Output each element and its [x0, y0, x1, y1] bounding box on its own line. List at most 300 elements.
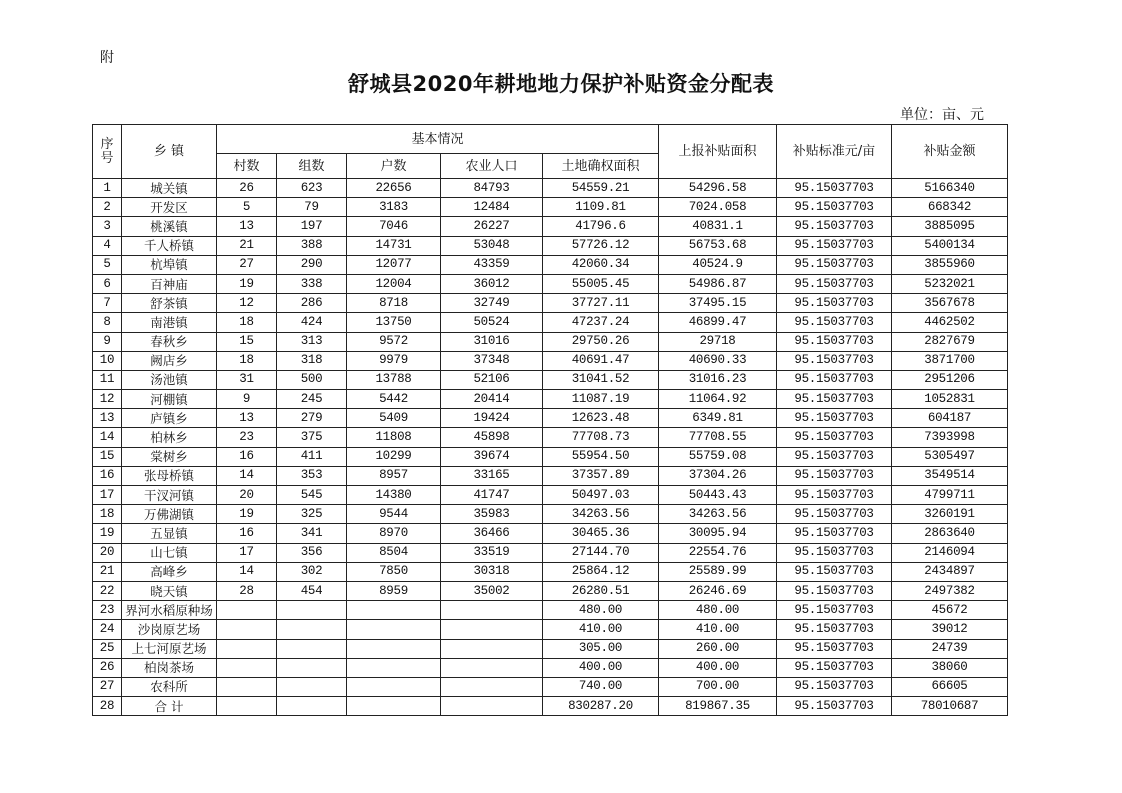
cell-households: 9572	[347, 332, 441, 351]
cell-land-area: 25864.12	[543, 562, 659, 581]
cell-agri-pop: 45898	[441, 428, 543, 447]
attachment-label: 附	[100, 50, 114, 66]
cell-agri-pop: 43359	[441, 255, 543, 274]
cell-reported-area: 34263.56	[659, 505, 777, 524]
cell-villages: 27	[217, 255, 277, 274]
page-title: 舒城县2020年耕地地力保护补贴资金分配表	[348, 72, 774, 96]
cell-amount: 668342	[892, 198, 1008, 217]
cell-town: 阙店乡	[122, 351, 217, 370]
table-row	[93, 236, 1008, 255]
cell-land-area: 740.00	[543, 677, 659, 696]
cell-seq: 21	[93, 562, 122, 581]
table-row	[93, 466, 1008, 485]
cell-town: 舒茶镇	[122, 294, 217, 313]
cell-villages	[217, 677, 277, 696]
cell-land-area: 37357.89	[543, 466, 659, 485]
cell-standard: 95.15037703	[777, 543, 892, 562]
cell-groups	[277, 697, 347, 716]
cell-reported-area: 54296.58	[659, 179, 777, 198]
cell-agri-pop	[441, 658, 543, 677]
cell-groups: 341	[277, 524, 347, 543]
cell-villages: 20	[217, 486, 277, 505]
cell-amount: 604187	[892, 409, 1008, 428]
cell-villages: 5	[217, 198, 277, 217]
table-row	[93, 639, 1008, 658]
cell-town: 桃溪镇	[122, 217, 217, 236]
cell-standard: 95.15037703	[777, 236, 892, 255]
cell-town: 干汊河镇	[122, 486, 217, 505]
cell-standard: 95.15037703	[777, 601, 892, 620]
cell-town: 开发区	[122, 198, 217, 217]
cell-agri-pop: 50524	[441, 313, 543, 332]
cell-agri-pop: 36466	[441, 524, 543, 543]
cell-land-area: 27144.70	[543, 543, 659, 562]
header-seq: 序号	[93, 125, 122, 179]
cell-households: 13788	[347, 370, 441, 389]
header-standard: 补贴标准元/亩	[777, 125, 892, 179]
cell-reported-area: 700.00	[659, 677, 777, 696]
cell-villages: 13	[217, 217, 277, 236]
table-row	[93, 428, 1008, 447]
cell-groups: 424	[277, 313, 347, 332]
cell-standard: 95.15037703	[777, 581, 892, 600]
cell-standard: 95.15037703	[777, 313, 892, 332]
cell-households: 8959	[347, 581, 441, 600]
cell-land-area: 50497.03	[543, 486, 659, 505]
cell-villages: 28	[217, 581, 277, 600]
cell-seq: 27	[93, 677, 122, 696]
cell-agri-pop	[441, 697, 543, 716]
table-row	[93, 562, 1008, 581]
cell-groups: 338	[277, 274, 347, 293]
cell-households: 14380	[347, 486, 441, 505]
cell-land-area: 54559.21	[543, 179, 659, 198]
cell-standard: 95.15037703	[777, 447, 892, 466]
cell-standard: 95.15037703	[777, 486, 892, 505]
cell-land-area: 55954.50	[543, 447, 659, 466]
cell-groups: 245	[277, 390, 347, 409]
cell-agri-pop: 84793	[441, 179, 543, 198]
cell-reported-area: 37495.15	[659, 294, 777, 313]
cell-town: 上七河原艺场	[122, 639, 217, 658]
cell-agri-pop: 19424	[441, 409, 543, 428]
cell-standard: 95.15037703	[777, 466, 892, 485]
cell-seq: 24	[93, 620, 122, 639]
cell-households: 12077	[347, 255, 441, 274]
cell-households: 8504	[347, 543, 441, 562]
cell-villages: 23	[217, 428, 277, 447]
cell-agri-pop	[441, 601, 543, 620]
cell-households	[347, 697, 441, 716]
cell-amount: 5166340	[892, 179, 1008, 198]
cell-villages: 14	[217, 562, 277, 581]
cell-households: 13750	[347, 313, 441, 332]
table-row	[93, 409, 1008, 428]
cell-groups: 279	[277, 409, 347, 428]
cell-agri-pop: 35002	[441, 581, 543, 600]
cell-amount: 24739	[892, 639, 1008, 658]
cell-households	[347, 620, 441, 639]
cell-seq: 20	[93, 543, 122, 562]
cell-agri-pop	[441, 639, 543, 658]
cell-amount: 3885095	[892, 217, 1008, 236]
cell-land-area: 40691.47	[543, 351, 659, 370]
cell-groups: 286	[277, 294, 347, 313]
cell-standard: 95.15037703	[777, 217, 892, 236]
header-amount: 补贴金额	[892, 125, 1008, 179]
cell-land-area: 480.00	[543, 601, 659, 620]
cell-households	[347, 658, 441, 677]
cell-land-area: 11087.19	[543, 390, 659, 409]
table-row	[93, 351, 1008, 370]
cell-agri-pop: 31016	[441, 332, 543, 351]
cell-standard: 95.15037703	[777, 677, 892, 696]
cell-town: 山七镇	[122, 543, 217, 562]
cell-seq: 26	[93, 658, 122, 677]
cell-land-area: 29750.26	[543, 332, 659, 351]
cell-agri-pop: 33165	[441, 466, 543, 485]
cell-standard: 95.15037703	[777, 351, 892, 370]
cell-amount: 39012	[892, 620, 1008, 639]
cell-amount: 2951206	[892, 370, 1008, 389]
table-row	[93, 677, 1008, 696]
cell-agri-pop: 53048	[441, 236, 543, 255]
cell-town: 春秋乡	[122, 332, 217, 351]
unit-label: 单位：亩、元	[900, 107, 984, 123]
cell-town: 柏岗茶场	[122, 658, 217, 677]
cell-amount: 2434897	[892, 562, 1008, 581]
cell-land-area: 55005.45	[543, 274, 659, 293]
cell-seq: 11	[93, 370, 122, 389]
cell-villages: 15	[217, 332, 277, 351]
cell-villages: 16	[217, 524, 277, 543]
cell-amount: 2146094	[892, 543, 1008, 562]
cell-land-area: 30465.36	[543, 524, 659, 543]
cell-agri-pop: 26227	[441, 217, 543, 236]
cell-groups	[277, 620, 347, 639]
cell-standard: 95.15037703	[777, 524, 892, 543]
cell-seq: 22	[93, 581, 122, 600]
cell-groups: 353	[277, 466, 347, 485]
cell-groups: 356	[277, 543, 347, 562]
header-town: 乡 镇	[122, 125, 217, 179]
header-villages: 村数	[217, 154, 277, 179]
cell-land-area: 34263.56	[543, 505, 659, 524]
cell-standard: 95.15037703	[777, 274, 892, 293]
cell-seq: 8	[93, 313, 122, 332]
cell-villages: 19	[217, 274, 277, 293]
cell-reported-area: 7024.058	[659, 198, 777, 217]
cell-standard: 95.15037703	[777, 505, 892, 524]
cell-amount: 38060	[892, 658, 1008, 677]
cell-seq: 12	[93, 390, 122, 409]
cell-amount: 2827679	[892, 332, 1008, 351]
cell-seq: 3	[93, 217, 122, 236]
cell-land-area: 12623.48	[543, 409, 659, 428]
cell-amount: 66605	[892, 677, 1008, 696]
cell-amount: 3871700	[892, 351, 1008, 370]
cell-reported-area: 260.00	[659, 639, 777, 658]
cell-seq: 1	[93, 179, 122, 198]
cell-reported-area: 50443.43	[659, 486, 777, 505]
cell-seq: 2	[93, 198, 122, 217]
cell-groups: 545	[277, 486, 347, 505]
cell-town: 合 计	[122, 697, 217, 716]
cell-amount: 5232021	[892, 274, 1008, 293]
cell-groups	[277, 677, 347, 696]
cell-town: 张母桥镇	[122, 466, 217, 485]
header-households: 户数	[347, 154, 441, 179]
cell-households: 7046	[347, 217, 441, 236]
table-row	[93, 255, 1008, 274]
cell-groups	[277, 639, 347, 658]
header-groups: 组数	[277, 154, 347, 179]
cell-groups: 197	[277, 217, 347, 236]
cell-villages: 17	[217, 543, 277, 562]
cell-villages: 21	[217, 236, 277, 255]
cell-villages: 26	[217, 179, 277, 198]
cell-agri-pop: 36012	[441, 274, 543, 293]
table-row	[93, 524, 1008, 543]
cell-seq: 6	[93, 274, 122, 293]
cell-standard: 95.15037703	[777, 639, 892, 658]
cell-amount: 78010687	[892, 697, 1008, 716]
cell-groups: 318	[277, 351, 347, 370]
cell-seq: 16	[93, 466, 122, 485]
cell-villages: 18	[217, 351, 277, 370]
cell-amount: 7393998	[892, 428, 1008, 447]
cell-groups	[277, 658, 347, 677]
header-basic-info: 基本情况	[217, 125, 659, 154]
cell-standard: 95.15037703	[777, 255, 892, 274]
cell-reported-area: 77708.55	[659, 428, 777, 447]
cell-reported-area: 400.00	[659, 658, 777, 677]
cell-villages: 31	[217, 370, 277, 389]
table-row	[93, 390, 1008, 409]
cell-land-area: 42060.34	[543, 255, 659, 274]
cell-town: 河棚镇	[122, 390, 217, 409]
cell-groups: 325	[277, 505, 347, 524]
cell-groups: 375	[277, 428, 347, 447]
cell-town: 界河水稻原种场	[122, 601, 217, 620]
cell-land-area: 26280.51	[543, 581, 659, 600]
cell-households: 9544	[347, 505, 441, 524]
table-row	[93, 620, 1008, 639]
cell-reported-area: 25589.99	[659, 562, 777, 581]
cell-town: 城关镇	[122, 179, 217, 198]
table-row	[93, 505, 1008, 524]
cell-land-area: 1109.81	[543, 198, 659, 217]
cell-villages	[217, 639, 277, 658]
cell-town: 晓天镇	[122, 581, 217, 600]
cell-groups: 290	[277, 255, 347, 274]
cell-households: 22656	[347, 179, 441, 198]
cell-amount: 45672	[892, 601, 1008, 620]
cell-seq: 23	[93, 601, 122, 620]
cell-households: 12004	[347, 274, 441, 293]
cell-land-area: 57726.12	[543, 236, 659, 255]
cell-reported-area: 819867.35	[659, 697, 777, 716]
cell-amount: 3567678	[892, 294, 1008, 313]
cell-land-area: 47237.24	[543, 313, 659, 332]
table-row	[93, 581, 1008, 600]
cell-reported-area: 56753.68	[659, 236, 777, 255]
cell-amount: 5400134	[892, 236, 1008, 255]
cell-households: 8718	[347, 294, 441, 313]
cell-villages	[217, 601, 277, 620]
cell-town: 五显镇	[122, 524, 217, 543]
cell-households: 14731	[347, 236, 441, 255]
table-row	[93, 697, 1008, 716]
table-row	[93, 601, 1008, 620]
table-row	[93, 179, 1008, 198]
cell-agri-pop: 33519	[441, 543, 543, 562]
cell-standard: 95.15037703	[777, 620, 892, 639]
cell-reported-area: 22554.76	[659, 543, 777, 562]
cell-town: 南港镇	[122, 313, 217, 332]
table-row	[93, 198, 1008, 217]
cell-agri-pop: 35983	[441, 505, 543, 524]
cell-reported-area: 26246.69	[659, 581, 777, 600]
cell-reported-area: 40831.1	[659, 217, 777, 236]
cell-town: 柏林乡	[122, 428, 217, 447]
cell-households: 10299	[347, 447, 441, 466]
cell-amount: 2863640	[892, 524, 1008, 543]
cell-land-area: 41796.6	[543, 217, 659, 236]
cell-villages	[217, 620, 277, 639]
cell-standard: 95.15037703	[777, 294, 892, 313]
cell-town: 棠树乡	[122, 447, 217, 466]
cell-seq: 4	[93, 236, 122, 255]
cell-agri-pop: 30318	[441, 562, 543, 581]
cell-standard: 95.15037703	[777, 658, 892, 677]
cell-groups: 454	[277, 581, 347, 600]
cell-town: 杭埠镇	[122, 255, 217, 274]
cell-land-area: 37727.11	[543, 294, 659, 313]
cell-households	[347, 677, 441, 696]
cell-town: 汤池镇	[122, 370, 217, 389]
cell-groups: 411	[277, 447, 347, 466]
subsidy-table	[92, 124, 1008, 716]
cell-groups: 623	[277, 179, 347, 198]
cell-seq: 13	[93, 409, 122, 428]
cell-agri-pop: 20414	[441, 390, 543, 409]
cell-households: 9979	[347, 351, 441, 370]
cell-reported-area: 6349.81	[659, 409, 777, 428]
cell-reported-area: 37304.26	[659, 466, 777, 485]
cell-standard: 95.15037703	[777, 562, 892, 581]
cell-reported-area: 11064.92	[659, 390, 777, 409]
cell-land-area: 77708.73	[543, 428, 659, 447]
table-row	[93, 332, 1008, 351]
cell-seq: 18	[93, 505, 122, 524]
cell-agri-pop: 41747	[441, 486, 543, 505]
cell-seq: 7	[93, 294, 122, 313]
cell-households	[347, 601, 441, 620]
cell-amount: 1052831	[892, 390, 1008, 409]
cell-agri-pop: 12484	[441, 198, 543, 217]
cell-households: 11808	[347, 428, 441, 447]
cell-standard: 95.15037703	[777, 332, 892, 351]
cell-amount: 5305497	[892, 447, 1008, 466]
cell-villages: 18	[217, 313, 277, 332]
cell-town: 沙岗原艺场	[122, 620, 217, 639]
header-agri-pop: 农业人口	[441, 154, 543, 179]
cell-groups: 500	[277, 370, 347, 389]
cell-households: 7850	[347, 562, 441, 581]
cell-seq: 14	[93, 428, 122, 447]
cell-villages: 9	[217, 390, 277, 409]
table-row	[93, 313, 1008, 332]
cell-standard: 95.15037703	[777, 179, 892, 198]
header-land-area: 土地确权面积	[543, 154, 659, 179]
cell-villages: 16	[217, 447, 277, 466]
cell-amount: 3260191	[892, 505, 1008, 524]
cell-reported-area: 29718	[659, 332, 777, 351]
cell-amount: 4462502	[892, 313, 1008, 332]
cell-seq: 28	[93, 697, 122, 716]
cell-seq: 15	[93, 447, 122, 466]
cell-households: 5409	[347, 409, 441, 428]
cell-seq: 19	[93, 524, 122, 543]
cell-agri-pop: 39674	[441, 447, 543, 466]
cell-reported-area: 30095.94	[659, 524, 777, 543]
cell-land-area: 31041.52	[543, 370, 659, 389]
cell-villages: 14	[217, 466, 277, 485]
cell-agri-pop: 37348	[441, 351, 543, 370]
cell-villages: 12	[217, 294, 277, 313]
table-row	[93, 486, 1008, 505]
cell-villages: 19	[217, 505, 277, 524]
cell-seq: 5	[93, 255, 122, 274]
cell-amount: 4799711	[892, 486, 1008, 505]
cell-seq: 25	[93, 639, 122, 658]
cell-amount: 3549514	[892, 466, 1008, 485]
table-row	[93, 217, 1008, 236]
cell-town: 万佛湖镇	[122, 505, 217, 524]
cell-agri-pop: 52106	[441, 370, 543, 389]
cell-households	[347, 639, 441, 658]
cell-standard: 95.15037703	[777, 697, 892, 716]
cell-standard: 95.15037703	[777, 370, 892, 389]
cell-town: 农科所	[122, 677, 217, 696]
cell-agri-pop	[441, 620, 543, 639]
cell-reported-area: 40690.33	[659, 351, 777, 370]
cell-reported-area: 480.00	[659, 601, 777, 620]
table-row	[93, 274, 1008, 293]
cell-seq: 10	[93, 351, 122, 370]
cell-amount: 3855960	[892, 255, 1008, 274]
cell-reported-area: 54986.87	[659, 274, 777, 293]
cell-reported-area: 55759.08	[659, 447, 777, 466]
cell-reported-area: 46899.47	[659, 313, 777, 332]
cell-land-area: 410.00	[543, 620, 659, 639]
cell-standard: 95.15037703	[777, 409, 892, 428]
cell-land-area: 830287.20	[543, 697, 659, 716]
cell-households: 8957	[347, 466, 441, 485]
cell-town: 高峰乡	[122, 562, 217, 581]
cell-town: 庐镇乡	[122, 409, 217, 428]
cell-villages: 13	[217, 409, 277, 428]
cell-households: 5442	[347, 390, 441, 409]
cell-groups: 388	[277, 236, 347, 255]
cell-seq: 17	[93, 486, 122, 505]
cell-villages	[217, 658, 277, 677]
cell-standard: 95.15037703	[777, 428, 892, 447]
cell-standard: 95.15037703	[777, 390, 892, 409]
cell-villages	[217, 697, 277, 716]
table-row	[93, 370, 1008, 389]
